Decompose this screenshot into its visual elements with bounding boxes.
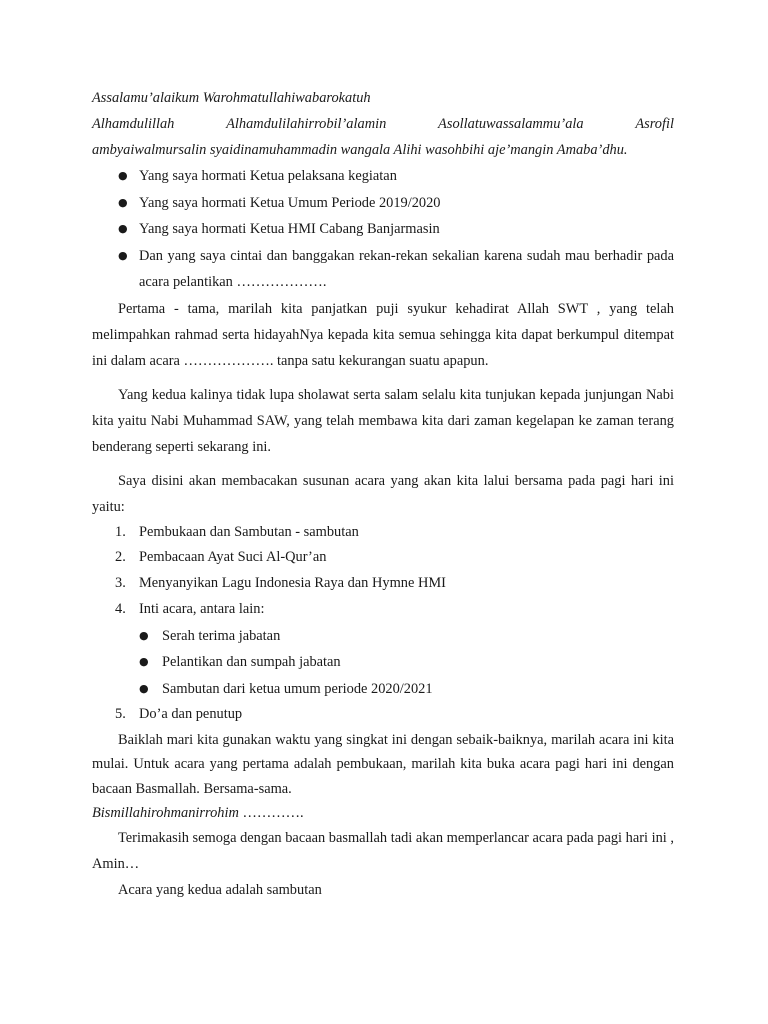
respect-list	[92, 163, 674, 296]
paragraph-agenda-intro: Saya disini akan membacakan susunan acara yang akan kita lalui bersama pada pagi hari ini yaitu:	[92, 472, 674, 515]
document-page	[92, 85, 674, 903]
list-item	[92, 623, 674, 650]
salam-line: Assalamu’alaikum Warohmatullahiwabarokatuh	[92, 90, 371, 106]
list-item	[92, 163, 674, 190]
agenda-item	[92, 571, 674, 597]
agenda-text: Menyanyikan Lagu Indonesia Raya dan Hymne HMI	[139, 575, 446, 592]
list-item	[92, 243, 674, 296]
list-item	[92, 649, 674, 676]
bismillah-text: Bismillahirohmanirrohim	[92, 805, 239, 822]
agenda-text: Inti acara, antara lain:	[139, 600, 265, 617]
respect-text: Dan yang saya cintai dan banggakan rekan-rekan sekalian karena sudah mau berhadir pada acara pelantikan ……………….	[139, 247, 674, 290]
bullet-icon: ●	[118, 222, 128, 235]
spacer	[92, 460, 674, 468]
paragraph-thanks: Terimakasih semoga dengan bacaan basmallah tadi akan memperlancar acara pada pagi hari ini , Amin…	[92, 830, 674, 873]
agenda-sub-list	[92, 623, 674, 703]
respect-text: Yang saya hormati Ketua HMI Cabang Banjarmasin	[139, 221, 440, 237]
agenda-item	[92, 545, 674, 571]
bullet-icon: ●	[139, 655, 149, 669]
hamdalah-line: Alhamdulillah Alhamdulilahirrobil’alamin Asollatuwassalammu’ala Asrofil	[92, 116, 674, 132]
bismillah-dots: ………….	[242, 805, 304, 822]
bullet-icon: ●	[139, 628, 149, 642]
agenda-number: 1.	[115, 523, 126, 540]
bullet-icon: ●	[139, 681, 149, 695]
agenda-text: Pembukaan dan Sambutan - sambutan	[139, 523, 359, 540]
agenda-item	[92, 702, 674, 728]
paragraph-sholawat: Yang kedua kalinya tidak lupa sholawat serta salam selalu kita tunjukan kepada junjungan Nabi kita yaitu Nabi Muhammad SAW, yang telah membawa kita dari zaman kegelapan ke zaman terang benderang seperti sekarang ini.	[92, 386, 674, 455]
paragraph-opening-call: Baiklah mari kita gunakan waktu yang singkat ini dengan sebaik-baiknya, marilah acara ini kita mulai. Untuk acara yang pertama adalah pembukaan, marilah kita buka acara pagi hari ini dengan bacaan Basmallah. Bersama-sama.	[92, 731, 674, 797]
agenda-list-end	[92, 702, 674, 728]
paragraph-opening: Pertama - tama, marilah kita panjatkan puji syukur kehadirat Allah SWT , yang telah melimpahkan rahmad serta hidayahNya kepada kita semua sehingga kita dapat berkumpul ditempat ini dalam acara ………………. tanpa satu kekurangan suatu apapun.	[92, 300, 674, 369]
sub-item-text: Serah terima jabatan	[162, 627, 281, 644]
agenda-list	[92, 520, 674, 623]
list-item	[92, 190, 674, 217]
agenda-number: 5.	[115, 706, 126, 723]
sholawat-line: ambyaiwalmursalin syaidinamuhammadin wangala Alihi wasohbihi aje’mangin Amaba’dhu.	[92, 142, 628, 158]
respect-text: Yang saya hormati Ketua pelaksana kegiatan	[139, 168, 397, 184]
list-item	[92, 676, 674, 703]
agenda-item	[92, 597, 674, 623]
agenda-number: 4.	[115, 600, 126, 617]
agenda-text: Pembacaan Ayat Suci Al-Qur’an	[139, 549, 327, 566]
agenda-item	[92, 520, 674, 546]
paragraph-next: Acara yang kedua adalah sambutan	[118, 882, 322, 899]
bullet-icon: ●	[118, 195, 128, 209]
bullet-icon: ●	[118, 248, 128, 262]
agenda-number: 2.	[115, 549, 126, 566]
bismillah-line	[92, 801, 674, 825]
agenda-number: 3.	[115, 575, 126, 592]
bullet-icon: ●	[118, 169, 128, 182]
spacer	[92, 374, 674, 382]
respect-text: Yang saya hormati Ketua Umum Periode 2019/2020	[139, 194, 441, 211]
agenda-text: Do’a dan penutup	[139, 706, 243, 723]
list-item	[92, 216, 674, 243]
sub-item-text: Sambutan dari ketua umum periode 2020/2021	[162, 680, 433, 697]
sub-item-text: Pelantikan dan sumpah jabatan	[162, 654, 341, 671]
